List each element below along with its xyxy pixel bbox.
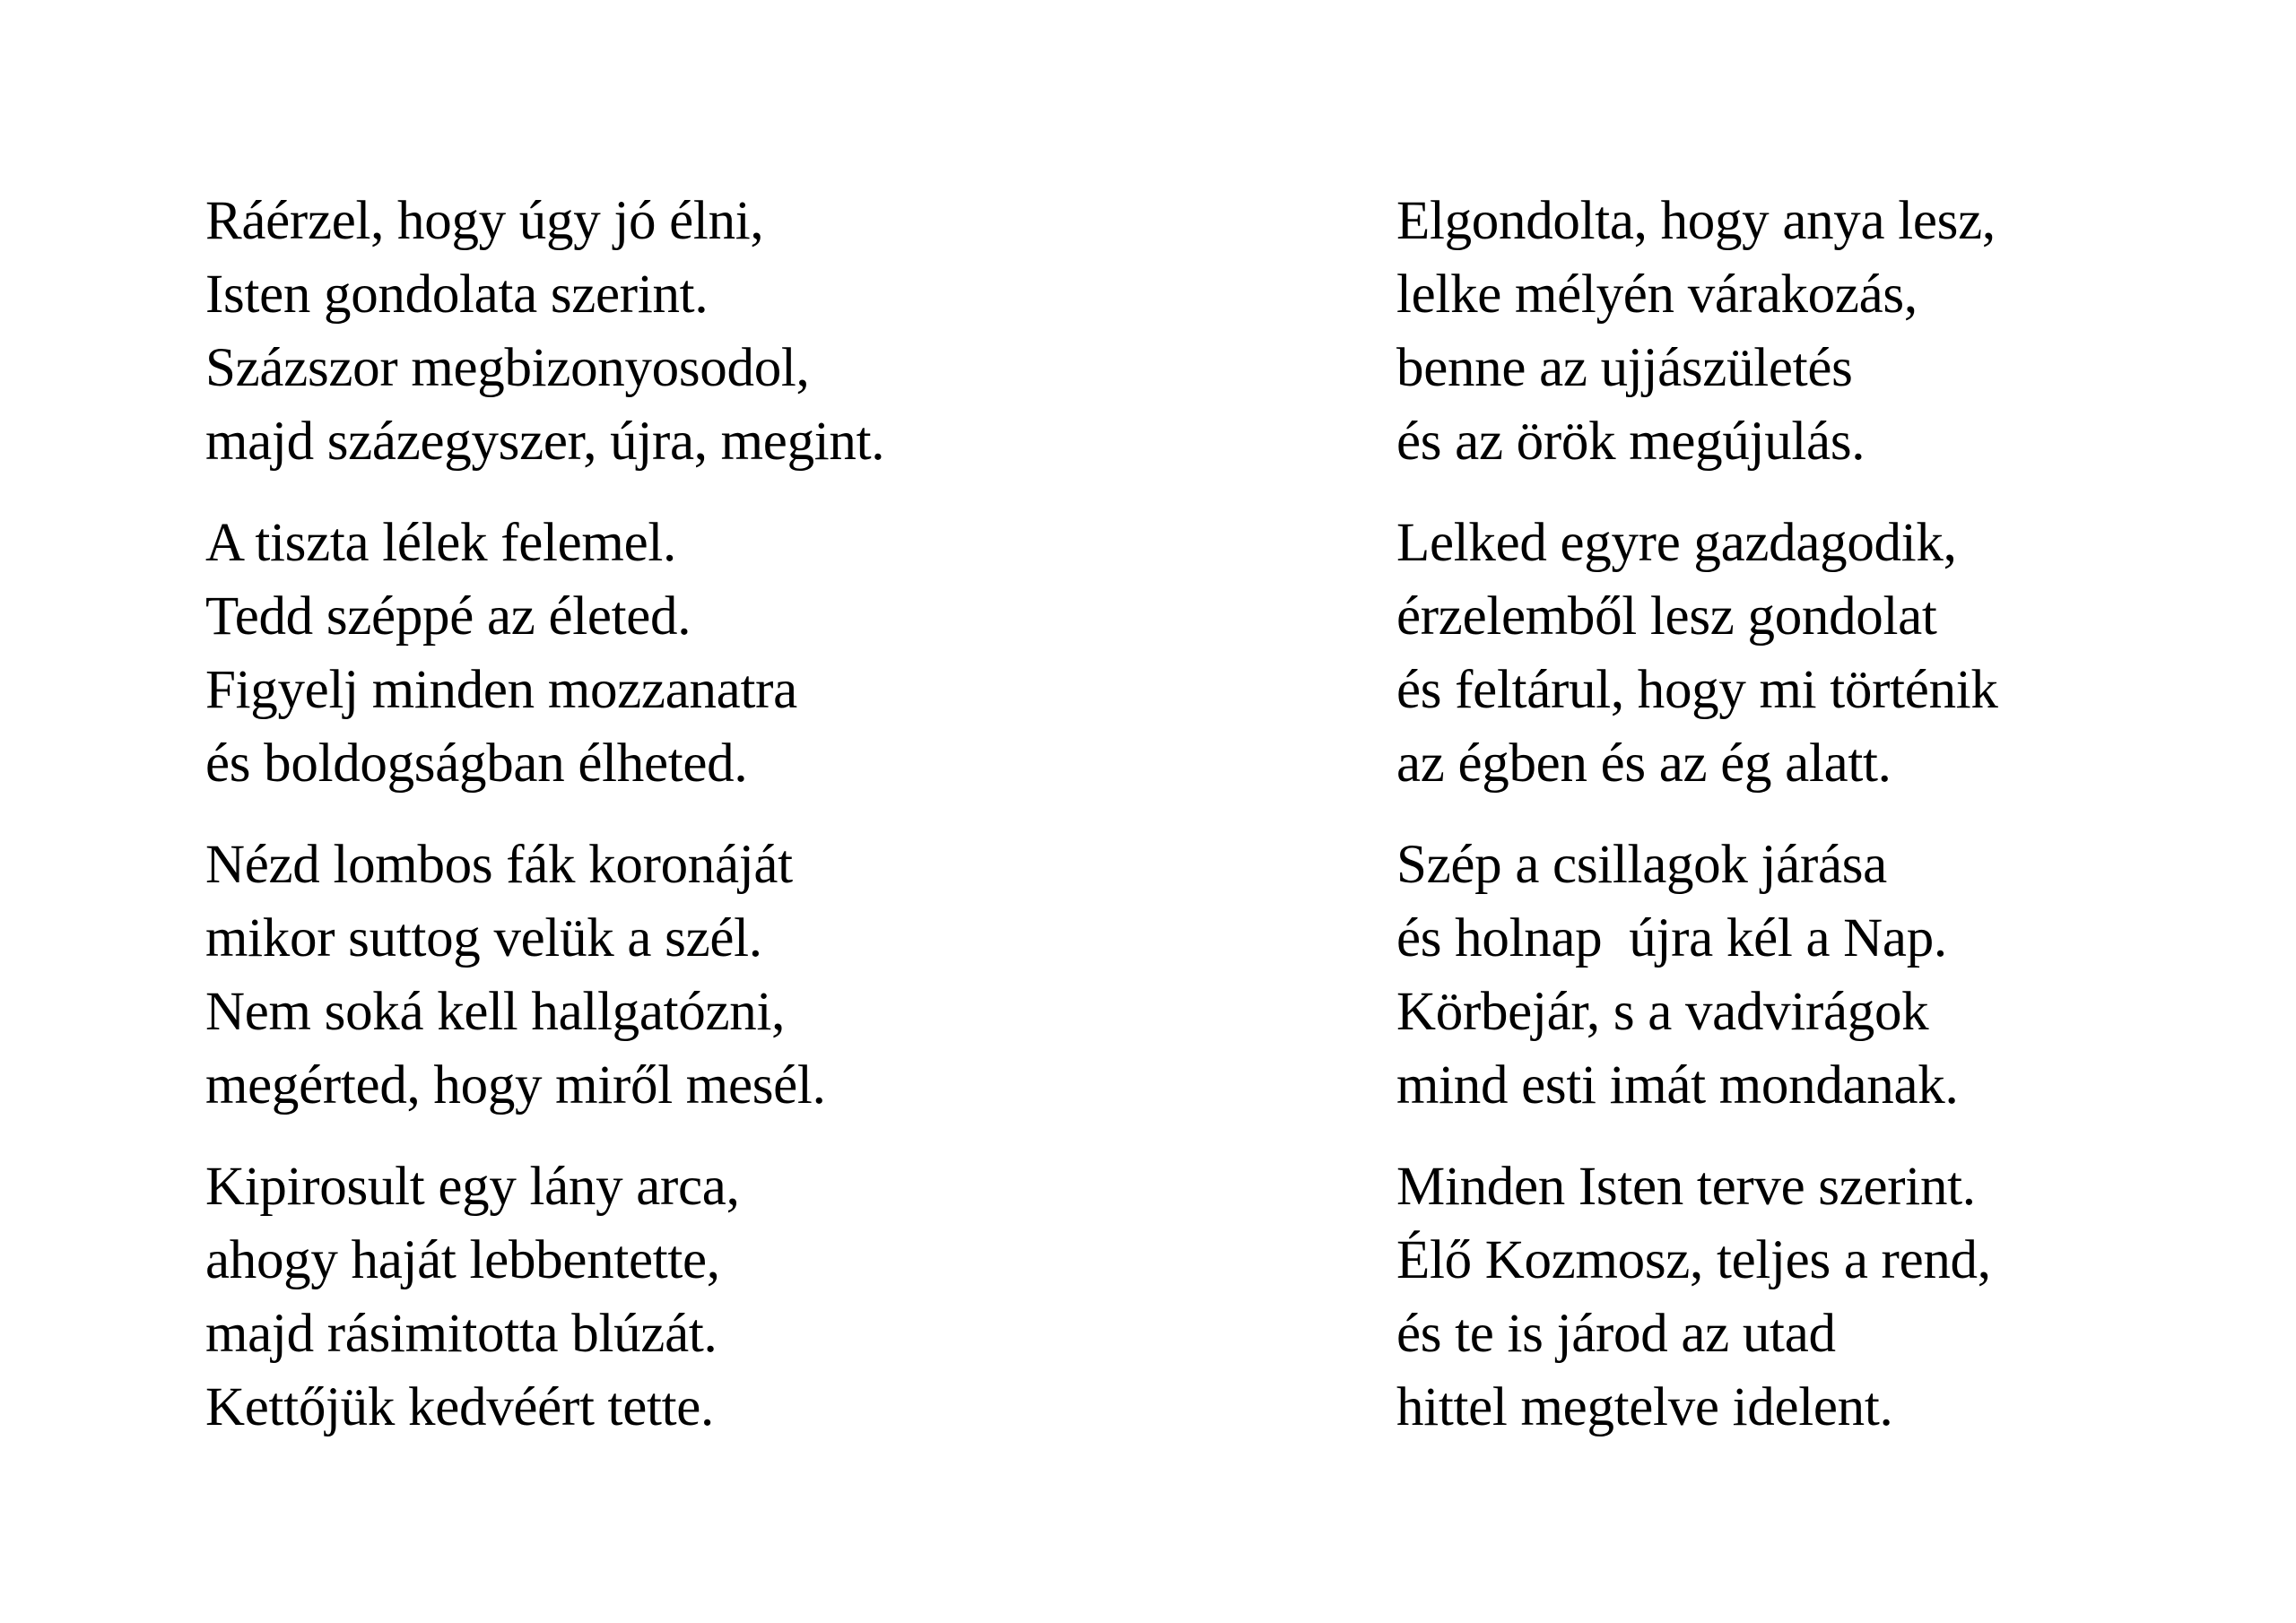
poem-line: A tiszta lélek felemel.	[205, 513, 676, 573]
poem-line: Élő Kozmosz, teljes a rend,	[1396, 1230, 1991, 1290]
poem-line: Kipirosult egy lány arca,	[205, 1157, 740, 1217]
poem-line: Lelked egyre gazdagodik,	[1396, 513, 1957, 573]
poem-line: Isten gondolata szerint.	[205, 265, 709, 325]
stanza	[1396, 829, 2293, 1123]
poem-line: az égben és az ég alatt.	[1396, 733, 1892, 794]
left-column	[205, 185, 1102, 1472]
poem-line: és te is járod az utad	[1396, 1304, 1836, 1364]
stanza	[205, 829, 1102, 1123]
stanza	[1396, 1150, 2293, 1445]
poem-line: Kettőjük kedvéért tette.	[205, 1377, 714, 1437]
stanza	[1396, 507, 2293, 801]
poem-line: Százszor megbizonyosodol,	[205, 338, 810, 398]
poem-line: és feltárul, hogy mi történik	[1396, 660, 1998, 720]
poem-line: Körbejár, s a vadvirágok	[1396, 982, 1929, 1042]
poem-line: benne az ujjászületés	[1396, 338, 1853, 398]
poem-line: és az örök megújulás.	[1396, 412, 1866, 472]
poem-line: Elgondolta, hogy anya lesz,	[1396, 191, 1996, 251]
poem-line: ahogy haját lebbentette,	[205, 1230, 720, 1290]
poem-line: megérted, hogy miről mesél.	[205, 1055, 826, 1115]
poem-line: és boldogságban élheted.	[205, 733, 748, 794]
poem-line: Szép a csillagok járása	[1396, 835, 1887, 895]
stanza	[205, 185, 1102, 479]
right-column	[1396, 185, 2293, 1472]
poem-line: Nézd lombos fák koronáját	[205, 835, 793, 895]
stanza	[1396, 185, 2293, 479]
poem-line: lelke mélyén várakozás,	[1396, 265, 1918, 325]
poem-line: Tedd széppé az életed.	[205, 586, 691, 647]
stanza	[205, 1150, 1102, 1445]
poem-line: érzelemből lesz gondolat	[1396, 586, 1937, 647]
poem-line: majd százegyszer, újra, megint.	[205, 412, 885, 472]
poem-line: hittel megtelve idelent.	[1396, 1377, 1893, 1437]
poem-line: majd rásimitotta blúzát.	[205, 1304, 718, 1364]
poem-line: és holnap újra kél a Nap.	[1396, 908, 1947, 968]
poem-line: mikor suttog velük a szél.	[205, 908, 762, 968]
poem-line: Nem soká kell hallgatózni,	[205, 982, 786, 1042]
poem-line: Minden Isten terve szerint.	[1396, 1157, 1976, 1217]
poem-line: Ráérzel, hogy úgy jó élni,	[205, 191, 764, 251]
stanza	[205, 507, 1102, 801]
poem-line: mind esti imát mondanak.	[1396, 1055, 1959, 1115]
poem-line: Figyelj minden mozzanatra	[205, 660, 797, 720]
